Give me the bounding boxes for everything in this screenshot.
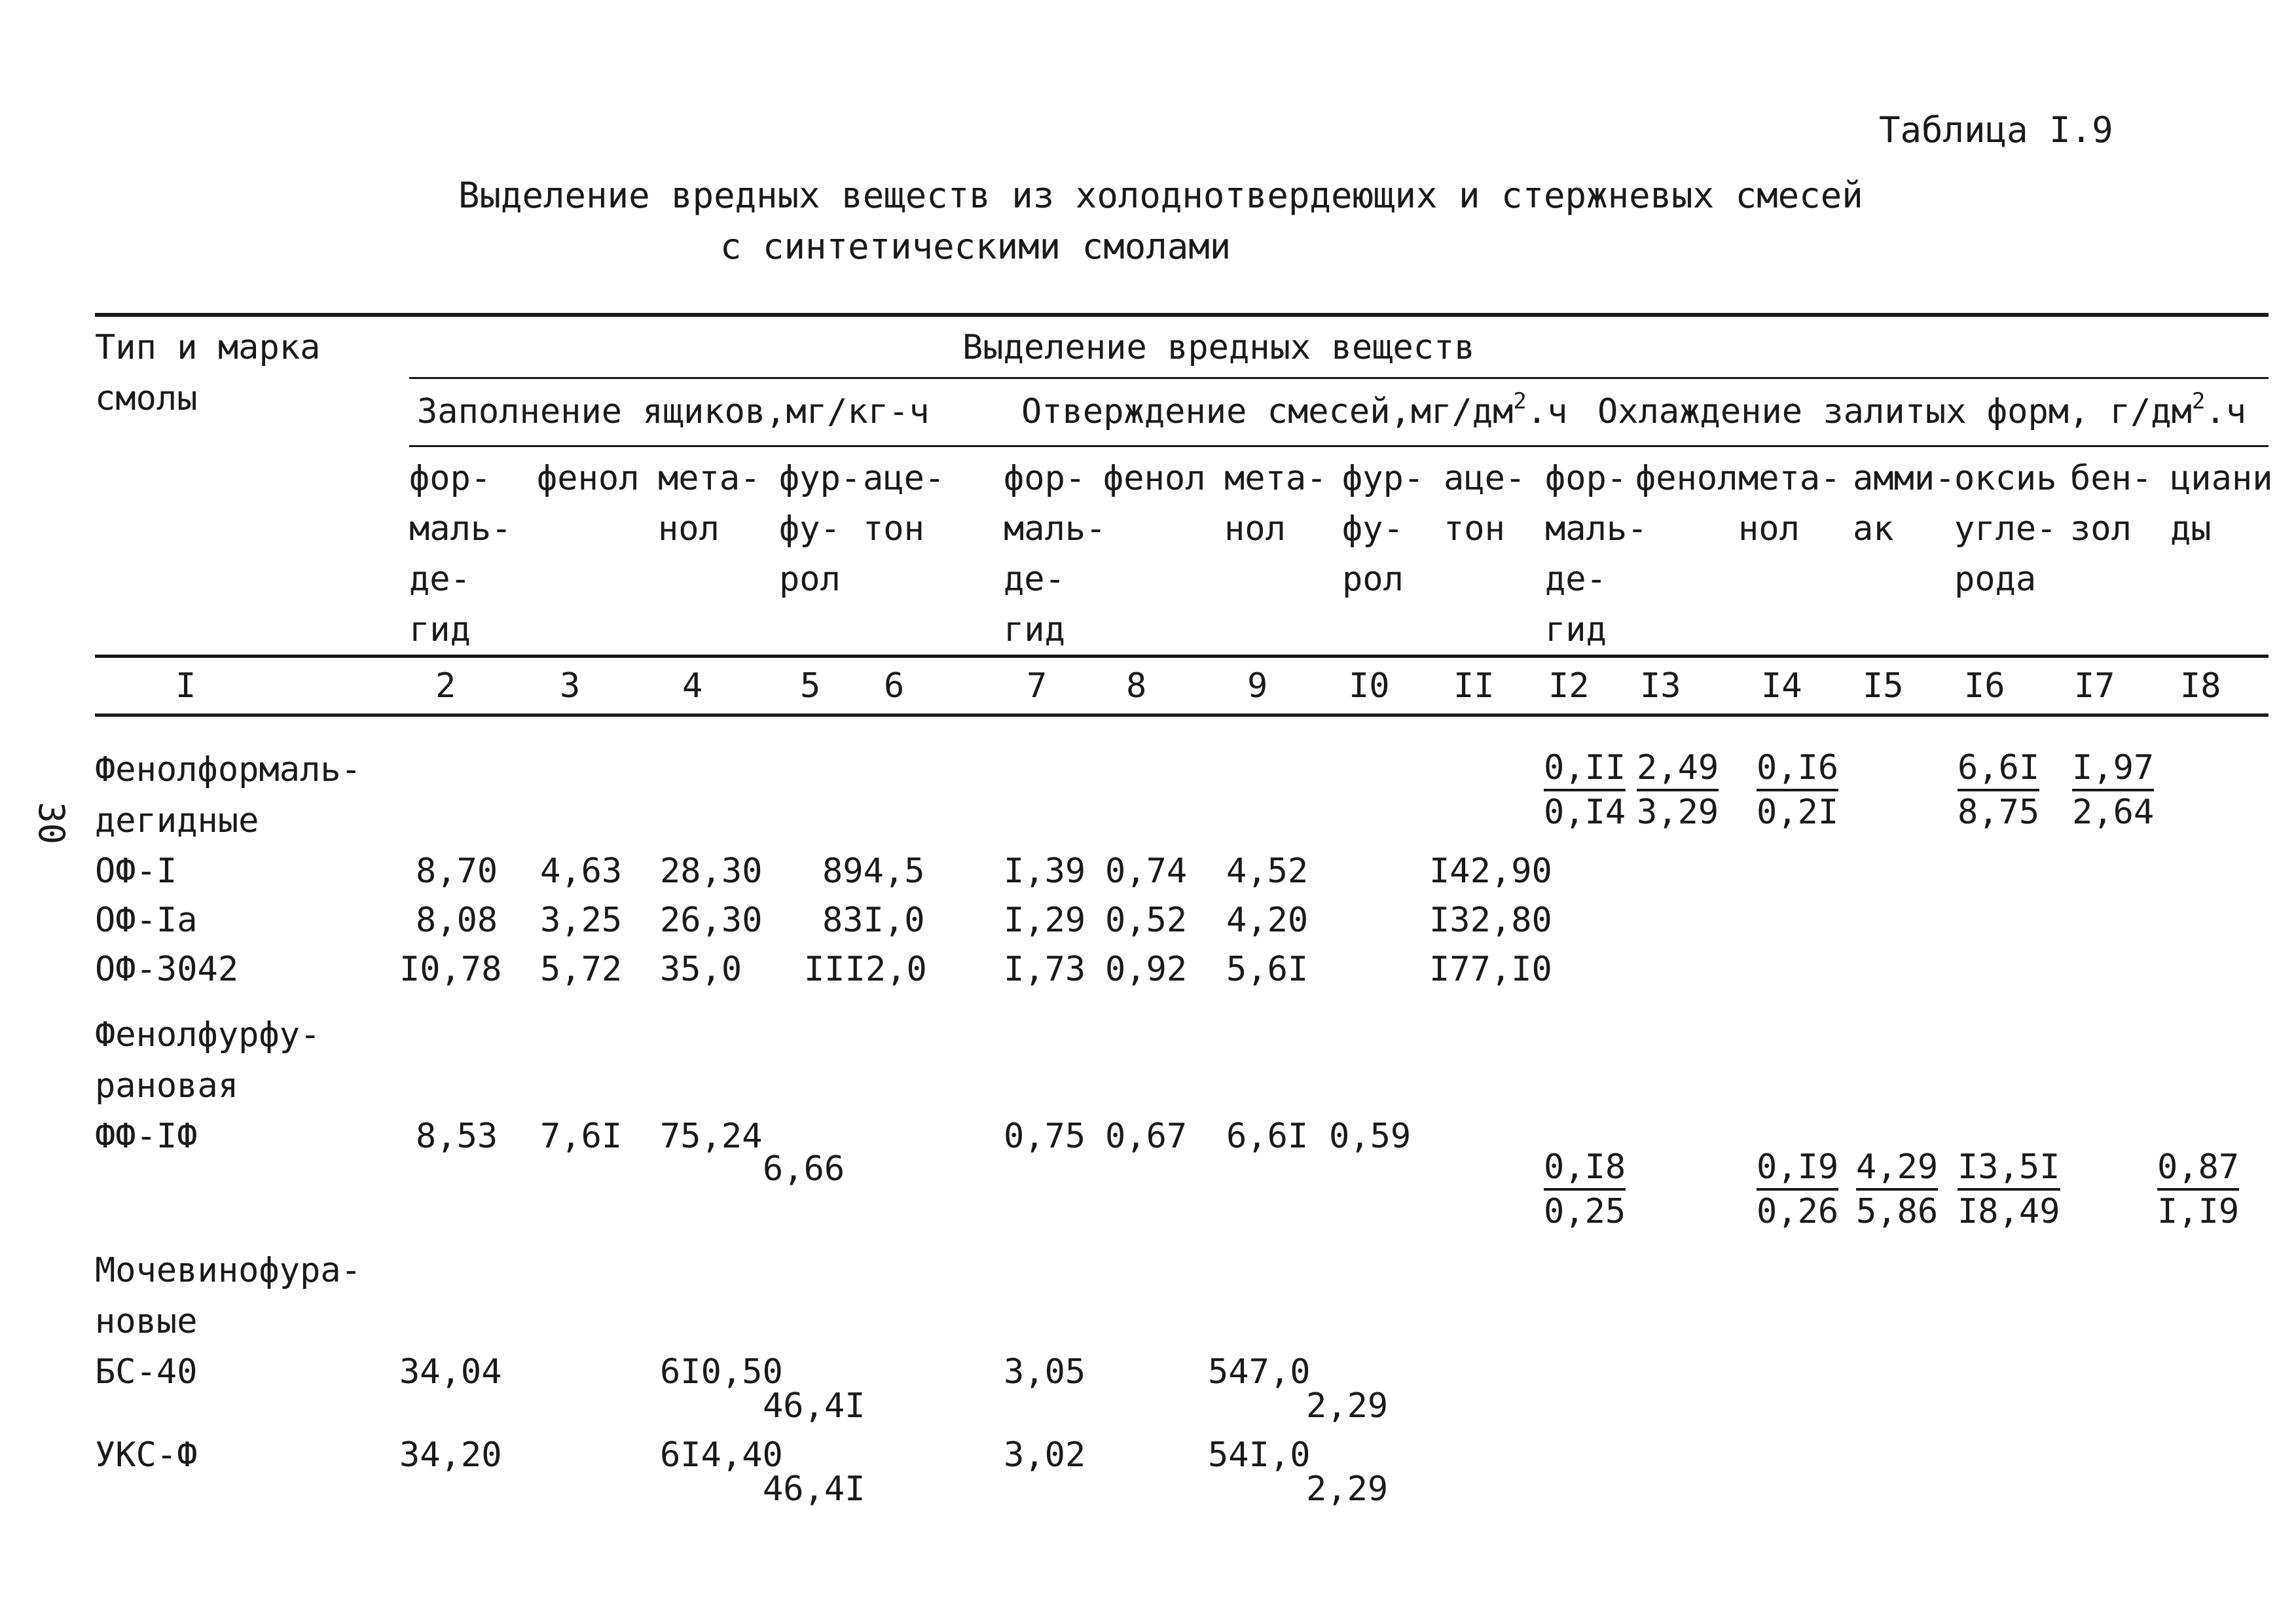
subheader-line: рол xyxy=(1342,560,1404,599)
subheader-line: амми- xyxy=(1853,459,1956,498)
cell-c4: 6I4,40 xyxy=(660,1435,783,1475)
cell-c9: 5,6I xyxy=(1226,950,1309,989)
subheader-line: мета- xyxy=(658,459,761,498)
subheader-line: мета- xyxy=(1738,459,1841,498)
column-number: II xyxy=(1453,666,1495,706)
subheader-line: маль- xyxy=(1004,509,1106,549)
fraction-ammonia: $\frac{4,29}{5,86}$ xyxy=(1856,1147,1939,1231)
group-phenolfurfuran: Фенолфурфу- xyxy=(95,1015,321,1055)
cell-c11: I77,I0 xyxy=(1429,950,1552,989)
cell-c3: 3,25 xyxy=(540,901,623,940)
number-row-rule xyxy=(95,713,2269,717)
header-group-cooling: Охлаждение залитых форм, $г/дм^2.ч$ xyxy=(1597,388,2247,431)
subheader-line: де- xyxy=(1004,560,1065,599)
column-number: I2 xyxy=(1548,666,1590,706)
subheader-line: ды xyxy=(2170,509,2212,549)
cell-c7: 3,02 xyxy=(1004,1435,1086,1475)
header-group-filling: Заполнение ящиков,мг/кг-ч xyxy=(417,392,930,431)
header-main: Выделение вредных веществ xyxy=(962,328,1475,367)
resin-name: ОФ-I xyxy=(95,852,177,891)
cell-c10-c11: 2,29 xyxy=(1306,1470,1389,1509)
resin-name: ФФ-IФ xyxy=(95,1117,198,1156)
column-number: 6 xyxy=(884,666,905,706)
fraction-formaldehyde: $\frac{0,I8}{0,25}$ xyxy=(1544,1147,1626,1231)
cell-c8: 0,52 xyxy=(1105,901,1188,940)
subheader-line: фу- xyxy=(779,509,841,549)
column-number: 4 xyxy=(682,666,703,706)
fraction-carbon-oxide: $\frac{6,6I}{8,75}$ xyxy=(1958,748,2040,832)
subheader-line: циани xyxy=(2170,459,2273,498)
header-bottom-rule xyxy=(95,655,2269,658)
cell-c9: 547,0 xyxy=(1208,1352,1311,1392)
column-number: 2 xyxy=(435,666,456,706)
subheader-line: фур- xyxy=(1342,459,1425,498)
subheader-line: бен- xyxy=(2070,459,2153,498)
cell-c9: 54I,0 xyxy=(1208,1435,1311,1475)
cell-c9: 4,20 xyxy=(1226,901,1309,940)
column-number: I0 xyxy=(1349,666,1390,706)
group-phenolformaldehyde-cont: дегидные xyxy=(95,801,259,840)
column-number: 9 xyxy=(1247,666,1268,706)
subheader-line: фенол xyxy=(537,459,640,498)
cell-c2: I0,78 xyxy=(399,950,502,989)
subheader-line: фор- xyxy=(409,459,492,498)
header-rule-1 xyxy=(409,377,2269,379)
table-top-rule xyxy=(95,313,2269,317)
resin-name: ОФ-3042 xyxy=(95,950,239,989)
subheader-line: гид xyxy=(1545,610,1607,649)
group-ureafuran-cont: новые xyxy=(95,1302,198,1341)
fraction-methanol: $\frac{0,I6}{0,2I}$ xyxy=(1757,748,1839,832)
cell-c5: III2,0 xyxy=(804,950,927,989)
cell-c2: 8,70 xyxy=(416,852,498,891)
table-title-line1: Выделение вредных веществ из холоднотвердеющих и стержневых смесей xyxy=(458,175,1863,216)
subheader-line: фу- xyxy=(1342,509,1404,549)
subheader-line: де- xyxy=(409,560,471,599)
column-number: 3 xyxy=(560,666,581,706)
resin-name: ОФ-Iа xyxy=(95,901,198,940)
subheader-line: аце- xyxy=(863,459,945,498)
header-type-line1: Тип и марка xyxy=(95,328,321,367)
cell-c10-c11: 2,29 xyxy=(1306,1386,1389,1426)
fraction-carbon-oxide: $\frac{I3,5I}{I8,49}$ xyxy=(1958,1147,2060,1231)
cell-c9: 4,52 xyxy=(1226,852,1309,891)
cell-c11: I32,80 xyxy=(1429,901,1552,940)
subheader-line: фенол xyxy=(1635,459,1738,498)
column-number: 7 xyxy=(1027,666,1048,706)
subheader-line: зол xyxy=(2070,509,2132,549)
header-rule-2 xyxy=(409,445,2269,447)
subheader-line: фенол xyxy=(1103,459,1206,498)
cell-c7: 0,75 xyxy=(1004,1117,1086,1156)
resin-name: УКС-Ф xyxy=(95,1435,198,1475)
subheader-line: аце- xyxy=(1444,459,1526,498)
cell-c11: I42,90 xyxy=(1429,852,1552,891)
cell-c3: 4,63 xyxy=(540,852,623,891)
fraction-phenol: $\frac{2,49}{3,29}$ xyxy=(1637,748,1719,832)
cell-c10: 0,59 xyxy=(1329,1117,1412,1156)
column-number: 5 xyxy=(800,666,821,706)
cell-c5-c6: 46,4I xyxy=(763,1470,866,1509)
column-number: I4 xyxy=(1761,666,1802,706)
cell-c5-c6: 46,4I xyxy=(763,1386,866,1426)
column-number: I6 xyxy=(1964,666,2005,706)
cell-c2: 34,04 xyxy=(399,1352,502,1392)
page-number: 30 xyxy=(31,802,72,845)
cell-c8: 0,67 xyxy=(1105,1117,1188,1156)
fraction-cyanides: $\frac{0,87}{I,I9}$ xyxy=(2157,1147,2240,1231)
cell-c4: 75,24 xyxy=(660,1117,763,1156)
column-number: I7 xyxy=(2074,666,2115,706)
header-group-curing: Отверждение $смесей,мг/дм^2.ч$ xyxy=(1021,388,1568,431)
subheader-line: тон xyxy=(1444,509,1505,549)
cell-c2: 8,53 xyxy=(416,1117,498,1156)
subheader-line: ак xyxy=(1853,509,1894,549)
cell-c9: 6,6I xyxy=(1226,1117,1309,1156)
group-phenolfurfuran-cont: рановая xyxy=(95,1066,239,1106)
column-number: I xyxy=(175,666,196,706)
subheader-line: фур- xyxy=(779,459,862,498)
cell-c2: 8,08 xyxy=(416,901,498,940)
cell-c3: 5,72 xyxy=(540,950,623,989)
cell-c7: I,73 xyxy=(1004,950,1086,989)
subheader-line: маль- xyxy=(1545,509,1648,549)
column-number: 8 xyxy=(1126,666,1147,706)
column-number: I8 xyxy=(2180,666,2221,706)
subheader-line: гид xyxy=(1004,610,1065,649)
fraction-formaldehyde: $\frac{0,II}{0,I4}$ xyxy=(1544,748,1626,832)
cell-c4: 35,0 xyxy=(660,950,742,989)
cell-c3: 7,6I xyxy=(540,1117,623,1156)
fraction-methanol: $\frac{0,I9}{0,26}$ xyxy=(1757,1147,1839,1231)
header-type-line2: смолы xyxy=(95,379,198,418)
subheader-line: нол xyxy=(1738,509,1800,549)
subheader-line: де- xyxy=(1545,560,1607,599)
subheader-line: рода xyxy=(1954,560,2037,599)
subheader-line: мета- xyxy=(1224,459,1327,498)
cell-c7: 3,05 xyxy=(1004,1352,1086,1392)
subheader-line: фор- xyxy=(1004,459,1086,498)
subheader-line: угле- xyxy=(1954,509,2057,549)
table-label: Таблица I.9 xyxy=(1879,109,2113,151)
cell-c8: 0,92 xyxy=(1105,950,1188,989)
cell-c7: I,29 xyxy=(1004,901,1086,940)
cell-c4: 28,30 xyxy=(660,852,763,891)
column-number: I3 xyxy=(1640,666,1681,706)
fraction-benzene: $\frac{I,97}{2,64}$ xyxy=(2072,748,2155,832)
subheader-line: рол xyxy=(779,560,841,599)
cell-c5: 894,5 xyxy=(822,852,925,891)
column-number: I5 xyxy=(1863,666,1904,706)
subheader-line: оксиь xyxy=(1954,459,2057,498)
subheader-line: тон xyxy=(863,509,924,549)
cell-c7: I,39 xyxy=(1004,852,1086,891)
cell-c4: 26,30 xyxy=(660,901,763,940)
cell-c2: 34,20 xyxy=(399,1435,502,1475)
resin-name: БС-40 xyxy=(95,1352,198,1392)
subheader-line: нол xyxy=(658,509,720,549)
cell-c5: 83I,0 xyxy=(822,901,925,940)
group-phenolformaldehyde: Фенолформаль- xyxy=(95,750,361,789)
group-ureafuran: Мочевинофура- xyxy=(95,1251,361,1290)
subheader-line: нол xyxy=(1224,509,1286,549)
cell-c5-c6: 6,66 xyxy=(763,1149,845,1189)
subheader-line: гид xyxy=(409,610,471,649)
cell-c8: 0,74 xyxy=(1105,852,1188,891)
table-title-line2: с синтетическими смолами xyxy=(720,226,1231,267)
subheader-line: фор- xyxy=(1545,459,1628,498)
cell-c4: 6I0,50 xyxy=(660,1352,783,1392)
subheader-line: маль- xyxy=(409,509,512,549)
